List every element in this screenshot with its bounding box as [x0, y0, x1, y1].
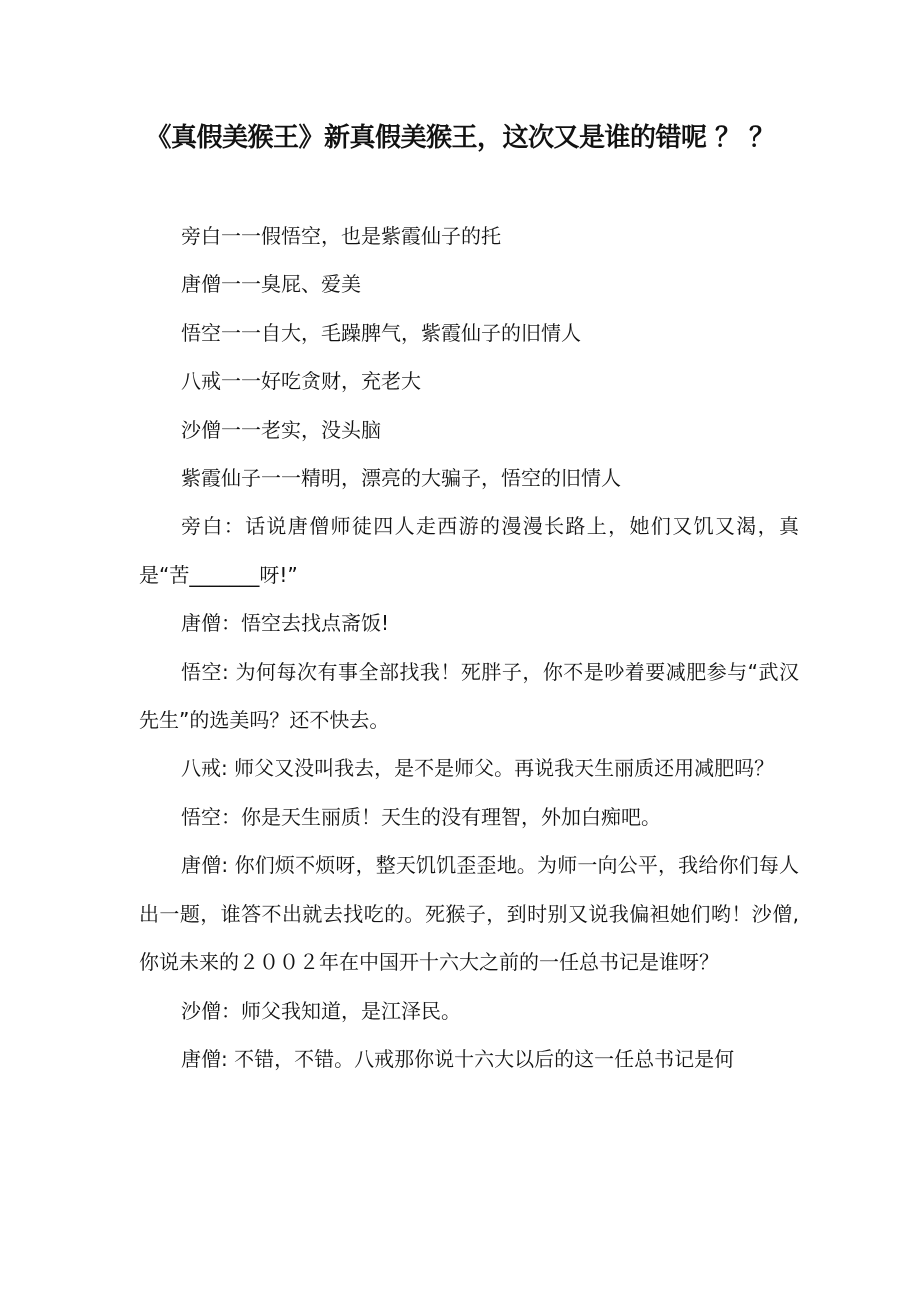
paragraph-cast-bajie: 八戒一一好吃贪财，充老大 — [181, 369, 421, 394]
document-title: 《真假美猴王》新真假美猴王，这次又是谁的错呢 ？ ？ — [145, 123, 775, 153]
paragraph-cast-shaseng: 沙僧一一老实，没头脑 — [181, 417, 381, 442]
paragraph-dialogue: 八戒: 师父又没叫我去，是不是师父。再说我天生丽质还用减肥吗？ — [181, 756, 775, 781]
paragraph-dialogue: 悟空：你是天生丽质！天生的没有理智，外加白痴吧。 — [181, 804, 661, 829]
paragraph-dialogue: 沙僧：师父我知道，是江泽民。 — [181, 998, 461, 1023]
paragraph-cast-zixia: 紫霞仙子一一精明，漂亮的大骗子，悟空的旧情人 — [181, 466, 621, 491]
paragraph-dialogue: 唐僧: 不错，不错。八戒那你说十六大以后的这一任总书记是何 — [181, 1046, 735, 1071]
paragraph-dialogue: 悟空: 为何每次有事全部找我！死胖子，你不是吵着要减肥参与“武汉先生”的选美吗？还不快去。 — [139, 659, 799, 733]
document-body — [139, 212, 799, 1083]
paragraph-dialogue: 旁白：话说唐僧师徒四人走西游的漫漫长路上，她们又饥又渴，真是“苦_______呀!” — [139, 514, 799, 587]
paragraph-dialogue: 唐僧: 你们烦不烦呀，整天饥饥歪歪地。为师一向公平，我给你们每人出一题，谁答不出就去找吃的。死猴子，到时别又说我偏袒她们哟！沙僧, 你说未来的２００２年在中国开十六大之前的一任总书记是谁呀？ — [139, 853, 799, 975]
paragraph-cast-wukong: 悟空一一自大，毛躁脾气，紫霞仙子的旧情人 — [181, 320, 581, 345]
paragraph-dialogue: 唐僧：悟空去找点斋饭! — [181, 611, 390, 636]
paragraph-cast-narrator: 旁白一一假悟空，也是紫霞仙子的托 — [181, 224, 501, 248]
paragraph-cast-tangseng: 唐僧一一臭屁、爱美 — [181, 272, 361, 297]
